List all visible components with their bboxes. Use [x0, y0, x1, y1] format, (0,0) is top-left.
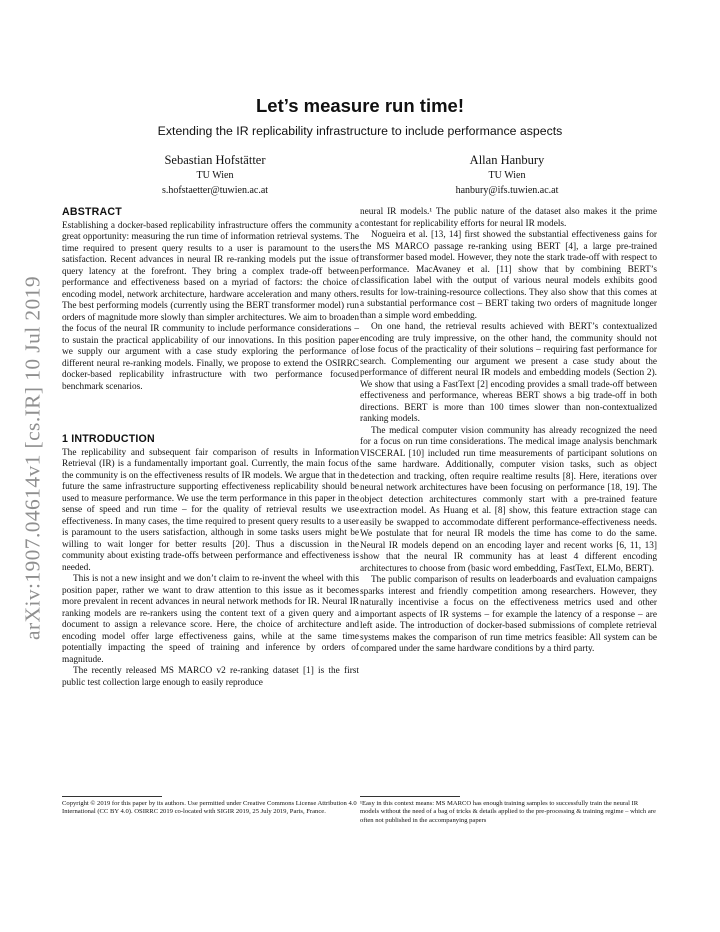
paragraph: On one hand, the retrieval results achieved with BERT’s contextualized encoding are truly impressive, on the other hand, the community should not lose focus of the practicality of their solutions – requiring fast performance for search. Complementing our argument we present a case study about the performance of different neural IR models and embedding models (Section 2). We show that using a FastText [2] encoding provides a small trade-off between effectiveness and performance, whereas BERT shows a big trade-off in both directions. BERT is more than 100 times slower than non-contextualized ranking models. [360, 322, 657, 424]
paper-subtitle: Extending the IR replicability infrastructure to include performance aspects [157, 124, 563, 138]
paragraph: The recently released MS MARCO v2 re-ranking dataset [1] is the first public test collection large enough to easily reproduce [62, 666, 359, 688]
paragraph: The medical computer vision community has already recognized the need for a focus on run time considerations. The medical image analysis benchmark VISCERAL [10] included run time measurements of participant solutions on the same hardware. Additionally, computer vision tasks, such as object detection and tracking, often require realtime results [8]. Here, iterations over neural network architectures have been focusing on performance [18, 19]. The object detection architectures commonly start with a pre-trained feature extraction model. As Huang et al. [8] show, this feature extraction stage can easily be swapped to accommodate different performance-effectiveness needs. We postulate that for neural IR models the time has come to do the same. Neural IR models depend on an encoding layer and recent works [6, 11, 13] show that the neural IR community has at least 4 different encoding architectures to choose from (basic word embedding, FastText, ELMo, BERT). [360, 425, 657, 574]
author-block [100, 153, 330, 198]
copyright-footnote [62, 796, 359, 817]
paragraph: This is not a new insight and we don’t claim to re-invent the wheel with this position paper, rather we want to draw attention to this issue as it becomes more prevalent in recent advances in neural network methods for IR. Neural IR ranking models are re-rankers using the content text of a given query and a document to assign a relevance score. Here, the choice of architecture and encoding model offer large effectiveness gains, while at the same time potentially impacting the speed of training and inference by orders of magnitude. [62, 574, 359, 665]
author-email: s.hofstaetter@tuwien.ac.at [161, 185, 269, 196]
arxiv-side-stamp [18, 268, 48, 648]
right-column [360, 207, 657, 656]
arxiv-identifier: arXiv:1907.04614v1 [cs.IR] 10 Jul 2019 [20, 276, 45, 640]
author-email: hanbury@ifs.tuwien.ac.at [455, 185, 559, 196]
introduction-heading: 1 INTRODUCTION [62, 433, 155, 445]
paper-title: Let’s measure run time! [255, 95, 465, 116]
author-affiliation: TU Wien [488, 170, 526, 181]
footnote-rule [62, 796, 162, 797]
paragraph: The replicability and subsequent fair comparison of results in Information Retrieval (IR) is a fundamentally important goal. Currently, the main focus of the community is on the effectiveness results of IR models. We argue that in the future the same infrastructure supporting effectiveness replicability should be used to measure performance. We use the term performance in this paper in the sense of speed and run time – for the quality of retrieval results we use effectiveness. In many cases, the time required to present query results to a user is paramount to the users satisfaction, although in some tasks users might be willing to wait longer for better results [20]. Thus a discussion in the community about existing trade-offs between performance and effectiveness is needed. [62, 447, 359, 573]
abstract-text: Establishing a docker-based replicability infrastructure offers the community a great opportunity: measuring the run time of information retrieval systems. The time required to present query results to a user is paramount to the users satisfaction. Recent advances in neural IR re-ranking models put the issue of query latency at the forefront. They bring a complex trade-off between performance and effectiveness based on a myriad of factors: the choice of encoding model, network architecture, hardware acceleration and many others. The best performing models (currently using the BERT transformer model) run orders of magnitude more slowly than simpler architectures. We aim to broaden the focus of the neural IR community to include performance considerations – to sustain the practical applicability of our innovations. In this position paper we supply our argument with a case study exploring the performance of different neural re-ranking models. Finally, we propose to extend the OSIRRC docker-based replicability infrastructure with two performance focused benchmark scenarios. [62, 220, 359, 392]
paragraph: Nogueira et al. [13, 14] first showed the substantial effectiveness gains for the MS MARCO passage re-ranking using BERT [4], a large pre-trained transformer based model. However, they note the stark trade-off with respect to performance. MacAvaney et al. [11] show that by combining BERT’s classification label with the output of various neural models exhibits good results for low-training-resource collections. They also show that this comes at a substantial performance cost – BERT taking two orders of magnitude longer than a simple word embedding. [360, 230, 657, 321]
author-name: Allan Hanbury [469, 153, 545, 167]
copyright-text: Copyright © 2019 for this paper by its authors. Use permitted under Creative Commons License Attribution 4.0 International (CC BY 4.0). OSIRRC 2019 co-located with SIGIR 2019, 25 July 2019, Paris, France. [62, 800, 357, 816]
footnote-text: ¹Easy in this context means: MS MARCO has enough training samples to successfully train the neural IR models without the need of a bag of tricks & details applied to the pre-processing & training regime – which are often not published in the accompanying papers [360, 800, 656, 824]
footnote [360, 796, 657, 825]
abstract-heading: ABSTRACT [62, 206, 122, 218]
paragraph: neural IR models.¹ The public nature of the dataset also makes it the prime contestant for replicability efforts for neural IR models. [360, 207, 657, 229]
author-affiliation: TU Wien [196, 170, 234, 181]
author-name: Sebastian Hofstätter [164, 153, 266, 167]
left-column [62, 207, 359, 689]
paragraph: The public comparison of results on leaderboards and evaluation campaigns sparks interest and friendly competition among researchers. However, they naturally incentivise a focus on the effectiveness metrics used and other important aspects of IR systems – for example the latency of a response – are left aside. The introduction of docker-based submissions of complete retrieval systems makes the comparison of run time metrics feasible: All system can be compared under the same hardware conditions by a third party. [360, 575, 657, 654]
footnote-rule [360, 796, 460, 797]
author-block [392, 153, 622, 198]
